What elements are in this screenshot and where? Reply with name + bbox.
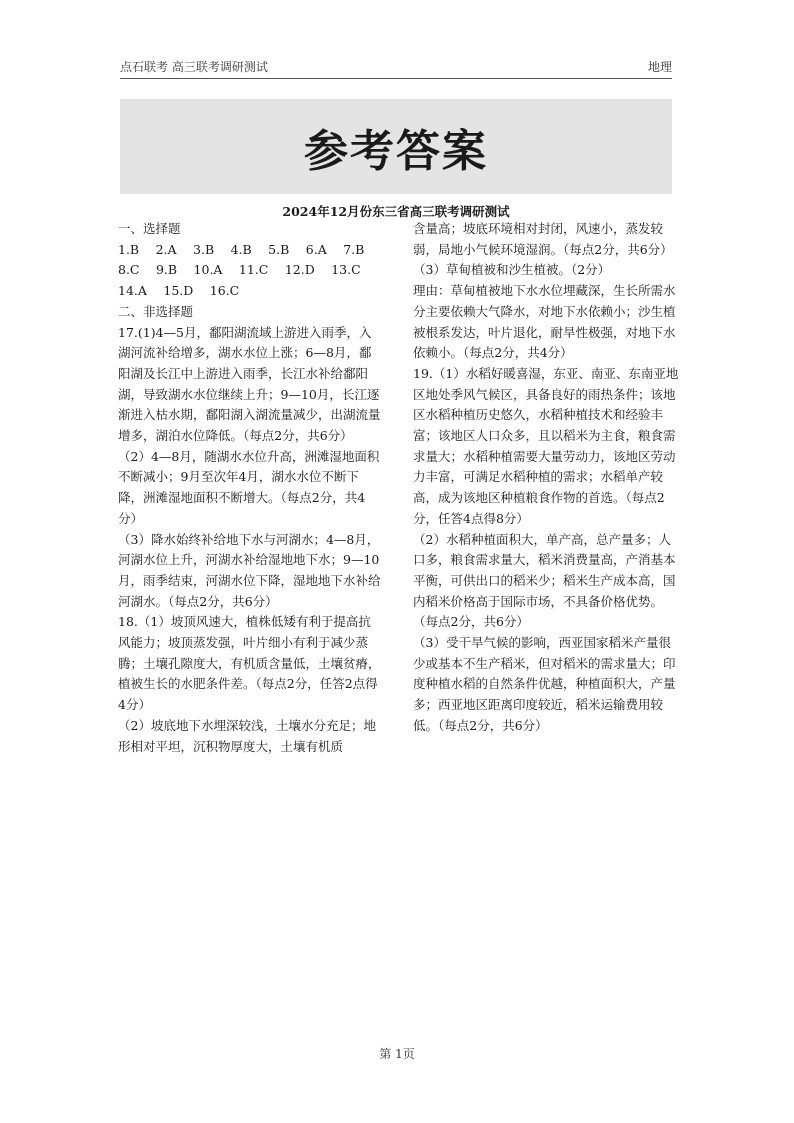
answer-paragraph: （3）受干旱气候的影响，西亚国家稻米产量很少或基本不生产稻米，但对稻米的需求量大；印度种植水稻的自然条件优越，种植面积大，产量多；西亚地区距离印度较近，稻米运输费用较低。（每点2分，共6分）: [413, 635, 676, 733]
answer-paragraph: （3）降水始终补给地下水与河湖水；4—8月，河湖水位上升，河湖水补给湿地地下水；9—10月，雨季结束，河湖水位下降，湿地地下水补给河湖水。（每点2分，共6分）: [118, 531, 381, 609]
answer-paragraph: 含量高；坡底环境相对封闭，风速小，蒸发较弱，局地小气候环境湿润。（每点2分，共6分）: [413, 221, 673, 257]
header-exam-name: 点石联考 高三联考调研测试: [120, 60, 268, 74]
page-number: 第 1页: [379, 1047, 415, 1061]
answer-paragraph: 理由：草甸植被地下水水位埋藏深，生长所需水分主要依赖大气降水，对地下水依赖小；沙生植被根系发达，叶片退化，耐旱性极强，对地下水依赖小。（每点2分，共4分）: [413, 283, 676, 361]
answer-paragraph: 18.（1）坡顶风速大，植株低矮有利于提高抗风能力；坡顶蒸发强，叶片细小有利于减少蒸腾；土壤孔隙度大，有机质含量低，土壤贫瘠，植被生长的水肥条件差。（每点2分，任答2点得4分）: [118, 614, 381, 713]
title-banner: [120, 99, 672, 194]
page-title: 参考答案: [304, 125, 488, 177]
header-subject: 地理: [647, 60, 672, 74]
answer-line: 1.B 2.A 3.B 4.B 5.B 6.A 7.B: [118, 241, 365, 257]
answer-paragraph: （2）坡底地下水埋深较浅，土壤水分充足；地形相对平坦，沉积物厚度大，土壤有机质: [118, 717, 376, 754]
section-heading-nonchoice: 二、非选择题: [118, 303, 194, 319]
answer-paragraph: 17.(1)4—5月，鄱阳湖流域上游进入雨季，入湖河流补给增多，湖水水位上涨；6—8月，鄱阳湖及长江中上游进入雨季，长江水补给鄱阳湖，导致湖水水位继续上升；9—10月，长江逐渐进入枯水期，鄱阳湖入湖流量减少，出湖流量增多，湖泊水位降低。（每点2分，共6分）: [118, 324, 381, 444]
answer-line: 14.A 15.D 16.C: [118, 283, 240, 299]
answer-paragraph: （2）4—8月，随湖水水位升高，洲滩湿地面积不断减小；9月至次年4月，湖水水位不断下降，洲滩湿地面积不断增大。（每点2分，共4分）: [118, 448, 380, 526]
left-column: [118, 219, 382, 757]
answer-paragraph: （2）水稻种植面积大，单产高，总产量多；人口多，粮食需求量大，稻米消费量高，产消基本平衡，可供出口的稻米少；稻米生产成本高，国内稻米价格高于国际市场，不具备价格优势。（每点2分，共6分）: [413, 531, 676, 630]
answer-line: 8.C 9.B 10.A 11.C 12.D 13.C: [118, 262, 361, 278]
page-header: [120, 58, 672, 79]
exam-subtitle: 2024年12月份东三省高三联考调研测试: [282, 204, 510, 219]
answer-paragraph: 19.（1）水稻好暖喜湿，东亚、南亚、东南亚地区地处季风气候区，具备良好的雨热条件；该地区水稻种植历史悠久，水稻种植技术和经验丰富；该地区人口众多，且以稻米为主食，粮食需求量大；水稻种植需要大量劳动力，该地区劳动力丰富，可满足水稻种植的需求；水稻单产较高，成为该地区种植粮食作物的首选。（每点2分，任答4点得8分）: [413, 365, 679, 526]
answer-paragraph: （3）草甸植被和沙生植被。（2分）: [413, 262, 611, 278]
section-heading-choice: 一、选择题: [118, 221, 181, 236]
right-column: [413, 219, 681, 737]
